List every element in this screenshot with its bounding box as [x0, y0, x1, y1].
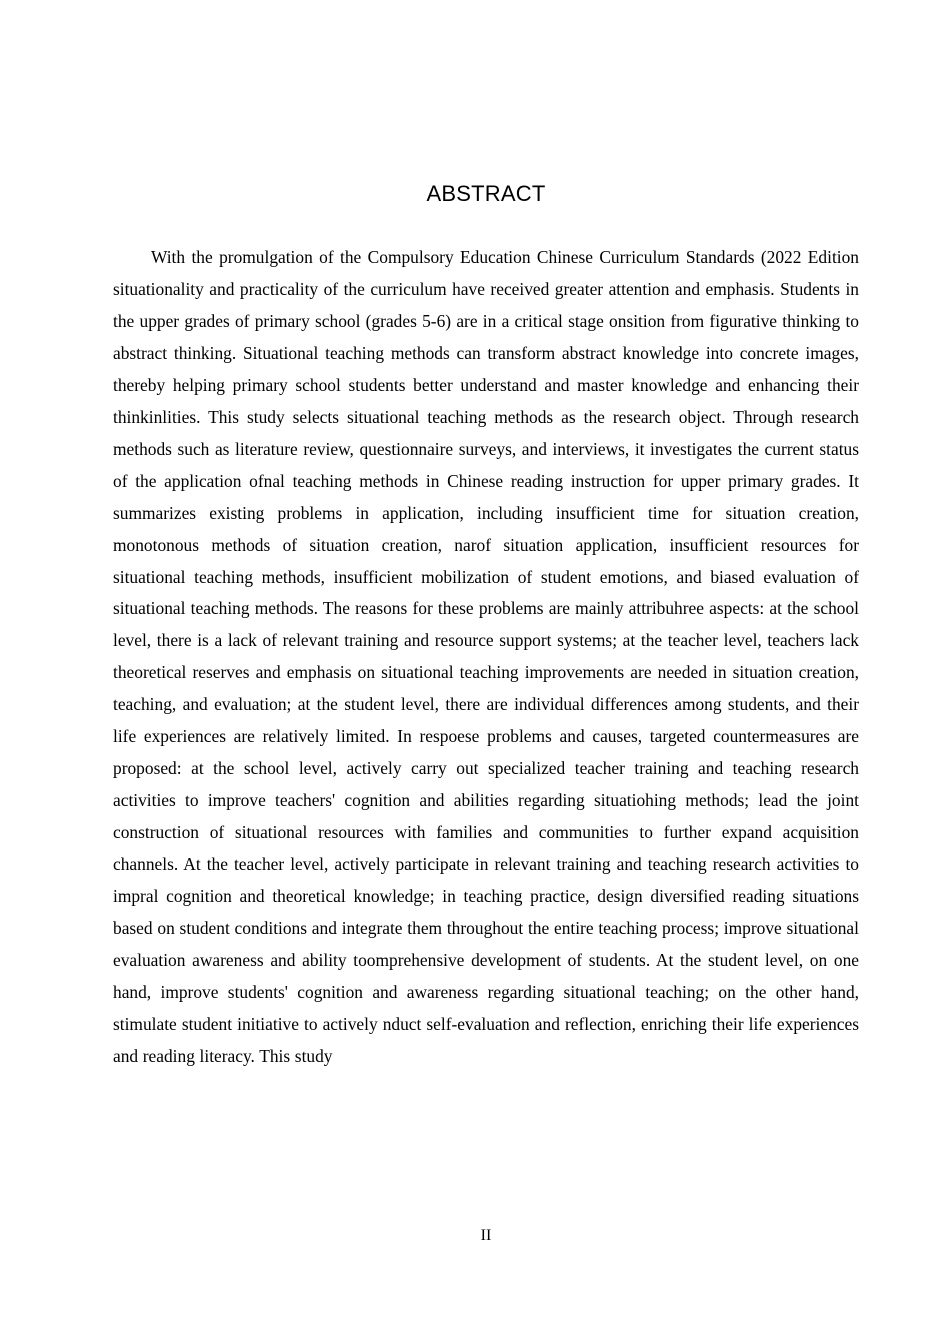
abstract-body-paragraph: With the promulgation of the Compulsory Education Chinese Curriculum Standards (2022 Edition situationality and practicality of the curriculum have received greater attention and emphasis. Students in the upper grades of primary school (grades 5-6) are in a critical stage onsition from figurative thinking to abstract thinking. Situational teaching methods can transform abstract knowledge into concrete images, thereby helping primary school students better understand and master knowledge and enhancing their thinkinlities. This study selects situational teaching methods as the research object. Through research methods such as literature review, questionnaire surveys, and interviews, it investigates the current status of the application ofnal teaching methods in Chinese reading instruction for upper primary grades. It summarizes existing problems in application, including insufficient time for situation creation, monotonous methods of situation creation, narof situation application, insufficient resources for situational teaching methods, insufficient mobilization of student emotions, and biased evaluation of situational teaching methods. The reasons for these problems are mainly attribuhree aspects: at the school level, there is a lack of relevant training and resource support systems; at the teacher level, teachers lack theoretical reserves and emphasis on situational teaching improvements are needed in situation creation, teaching, and evaluation; at the student level, there are individual differences among students, and their life experiences are relatively limited. In respoese problems and causes, targeted countermeasures are proposed: at the school level, actively carry out specialized teacher training and teaching research activities to improve teachers' cognition and abilities regarding situatiohing methods; lead the joint construction of situational resources with families and communities to further expand acquisition channels. At the teacher level, actively participate in relevant training and teaching research activities to impral cognition and theoretical knowledge; in teaching practice, design diversified reading situations based on student conditions and integrate them throughout the entire teaching process; improve situational evaluation awareness and ability toomprehensive development of students. At the student level, on one hand, improve students' cognition and awareness regarding situational teaching; on the other hand, stimulate student initiative to actively nduct self-evaluation and reflection, enriching their life experiences and reading literacy. This study [113, 247, 859, 1066]
abstract-heading: ABSTRACT [426, 181, 546, 206]
page-number: II [480, 1227, 492, 1244]
